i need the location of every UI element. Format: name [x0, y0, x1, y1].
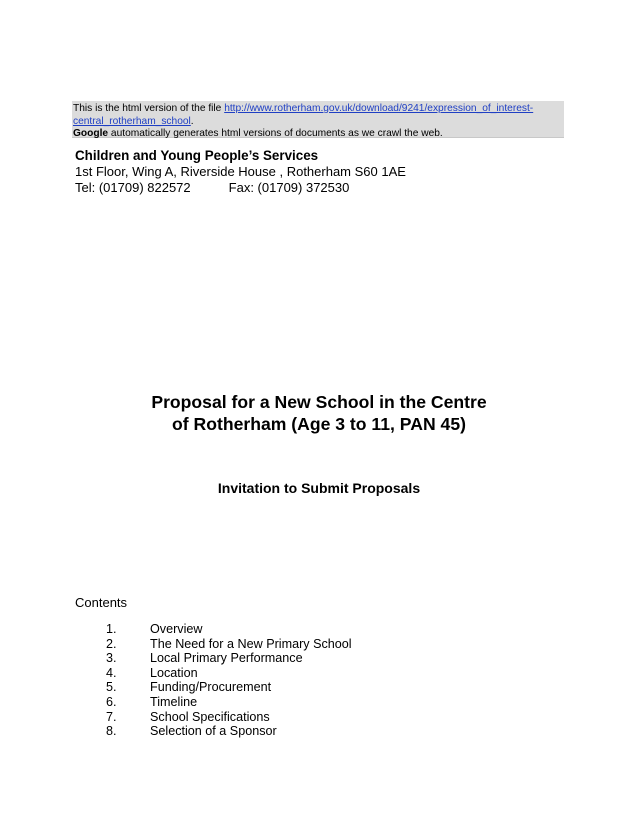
document-subtitle: Invitation to Submit Proposals: [217, 480, 421, 496]
toc-item-label: Local Primary Performance: [150, 651, 303, 666]
banner-prefix: This is the html version of the file: [73, 103, 225, 114]
toc-item-label: School Specifications: [150, 709, 270, 724]
source-file-link[interactable]: http://www.rotherham.gov.uk/download/9241/expression_of_interest-central_rotherham_school: [73, 103, 534, 127]
contact-line: [75, 180, 406, 196]
toc-item-number: 1.: [106, 622, 117, 636]
document-title-line-1: Proposal for a New School in the Centre: [151, 392, 487, 412]
toc-item-label: The Need for a New Primary School: [150, 636, 352, 651]
contents-heading: Contents: [75, 595, 128, 610]
document-title: [0, 391, 638, 435]
organisation-header: [75, 148, 406, 196]
google-cache-banner: [72, 101, 564, 138]
toc-item-number: 3.: [106, 651, 117, 666]
toc-item-number: 6.: [106, 694, 117, 709]
toc-item-label: Funding/Procurement: [150, 680, 272, 695]
toc-item-label: Timeline: [150, 694, 198, 709]
banner-suffix: .: [190, 115, 194, 127]
fax-number: Fax: (01709) 372530: [228, 180, 350, 195]
toc-item-number: 7.: [106, 709, 117, 724]
banner-google-label: Google: [73, 128, 109, 139]
toc-item-label: Overview: [150, 622, 203, 636]
toc-item-number: 8.: [106, 724, 117, 739]
toc-item-label: Location: [150, 665, 198, 680]
organisation-name: Children and Young People’s Services: [75, 148, 319, 163]
telephone-number: Tel: (01709) 822572: [75, 180, 191, 195]
toc-item-number: 2.: [106, 636, 117, 651]
banner-google-text: automatically generates html versions of documents as we crawl the web.: [108, 128, 443, 139]
document-title-line-2: of Rotherham (Age 3 to 11, PAN 45): [172, 414, 466, 434]
toc-item-number: 5.: [106, 680, 117, 695]
organisation-address: 1st Floor, Wing A, Riverside House , Rotherham S60 1AE: [75, 164, 406, 179]
toc-item-number: 4.: [106, 665, 117, 680]
toc-item-label: Selection of a Sponsor: [150, 724, 277, 739]
